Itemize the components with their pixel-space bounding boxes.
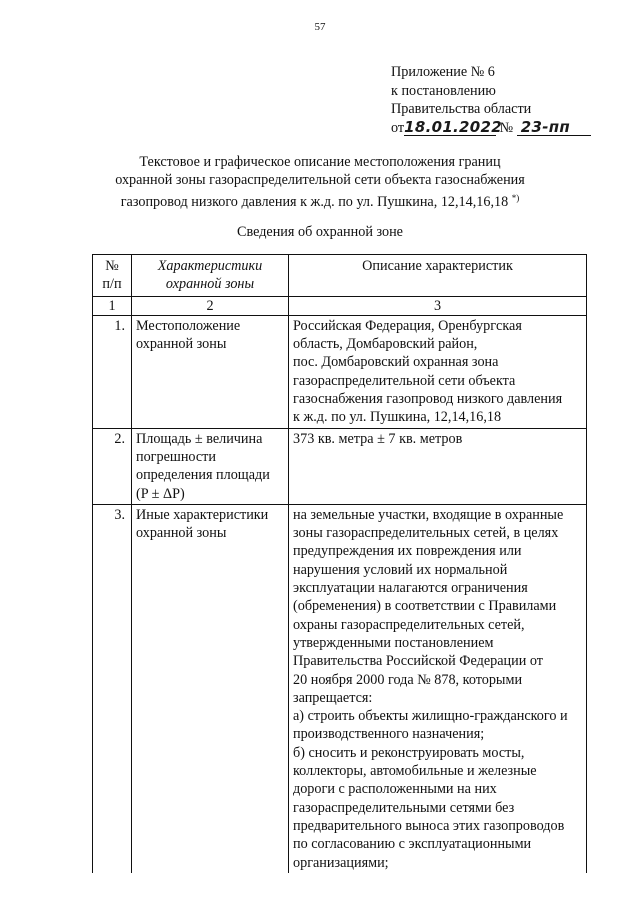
cell-line: 373 кв. метра ± 7 кв. метров	[293, 430, 463, 447]
cell-line: к ж.д. по ул. Пушкина, 12,14,16,18	[293, 409, 502, 426]
number-label: №	[499, 119, 514, 136]
title-line: охранной зоны газораспределительной сети объекта газоснабжения	[115, 172, 525, 188]
cell-line: Правительства Российской Федерации от	[293, 653, 543, 670]
column-number-cell: 2	[132, 296, 289, 315]
header-desc-cell	[289, 255, 587, 297]
cell-line: (P ± ΔP)	[136, 485, 185, 502]
column-number-cell: 1	[93, 296, 132, 315]
row-description	[289, 504, 587, 872]
row-characteristic	[132, 504, 289, 872]
header-text: п/п	[102, 276, 122, 293]
cell-line: запрещается:	[293, 689, 373, 706]
cell-line: погрешности	[136, 448, 216, 465]
cell-line: организациями;	[293, 854, 389, 871]
header-char-cell	[132, 255, 289, 297]
row-number: 3.	[93, 504, 132, 872]
cell-line: утвержденными постановлением	[293, 634, 494, 651]
appendix-date-line	[391, 119, 591, 138]
section-subtitle: Сведения об охранной зоне	[237, 224, 403, 240]
from-label: от	[391, 119, 405, 136]
cell-line: 20 ноября 2000 года № 878, которыми	[293, 671, 523, 688]
appendix-block	[391, 63, 591, 137]
cell-line: предварительного выноса этих газопроводов	[293, 817, 565, 834]
title-line-text: газопровод низкого давления к ж.д. по ул. Пушкина, 12,14,16,18	[120, 194, 509, 210]
cell-line: дороги с расположенными на них	[293, 781, 497, 798]
row-characteristic	[132, 315, 289, 428]
cell-line: область, Домбаровский район,	[293, 336, 478, 353]
page-number: 57	[314, 21, 326, 33]
cell-line: нарушения условий их нормальной	[293, 561, 508, 578]
row-characteristic	[132, 428, 289, 504]
row-description	[289, 428, 587, 504]
footnote-mark: *)	[511, 193, 520, 203]
header-text: Описание характеристик	[362, 258, 513, 274]
cell-line: на земельные участки, входящие в охранные	[293, 506, 564, 523]
cell-line: по согласованию с эксплуатационными	[293, 836, 532, 853]
column-number-row	[93, 296, 587, 315]
appendix-line: Правительства области	[391, 101, 532, 117]
document-title	[0, 153, 640, 211]
header-text: охранной зоны	[165, 276, 255, 293]
cell-line: пос. Домбаровский охранная зона	[293, 354, 499, 371]
title-line: Текстовое и графическое описание местоположения границ	[139, 154, 501, 170]
header-text: №	[105, 258, 119, 274]
cell-line: (обременения) в соответствии с Правилами	[293, 598, 557, 615]
cell-line: газоснабжения газопровод низкого давления	[293, 391, 563, 408]
cell-line: коллекторы, автомобильные и железные	[293, 763, 537, 780]
row-number: 2.	[93, 428, 132, 504]
table-row	[93, 504, 587, 872]
cell-line: определения площади	[136, 467, 270, 484]
appendix-line: Приложение № 6	[391, 64, 495, 80]
appendix-line: к постановлению	[391, 82, 496, 99]
cell-line: охранной зоны	[136, 336, 227, 353]
cell-line: зоны газораспределительных сетей, в целях	[293, 525, 559, 542]
cell-line: газораспределительными сетями без	[293, 799, 515, 816]
table-row	[93, 315, 587, 428]
cell-line: а) строить объекты жилищно-гражданского и	[293, 708, 568, 725]
header-num-cell	[93, 255, 132, 297]
header-spacer	[293, 275, 582, 293]
cell-line: охранной зоны	[136, 525, 227, 542]
handwritten-date: 18.01.2022	[404, 117, 503, 136]
row-number: 1.	[93, 315, 132, 428]
cell-line: эксплуатации налагаются ограничения	[293, 580, 528, 597]
cell-line: Площадь ± величина	[136, 430, 263, 447]
column-number-cell: 3	[289, 296, 587, 315]
title-line	[0, 189, 640, 211]
table-row	[93, 428, 587, 504]
header-text: Характеристики	[157, 258, 263, 274]
handwritten-number: 23-пп	[517, 119, 591, 136]
cell-line: производственного назначения;	[293, 726, 485, 743]
zone-info-table	[92, 254, 587, 873]
table-header-row	[93, 255, 587, 297]
cell-line: Иные характеристики	[136, 506, 269, 523]
row-description	[289, 315, 587, 428]
cell-line: б) сносить и реконструировать мосты,	[293, 744, 525, 761]
cell-line: газораспределительной сети объекта	[293, 372, 516, 389]
cell-line: Местоположение	[136, 317, 241, 334]
cell-line: охраны газораспределительных сетей,	[293, 616, 525, 633]
cell-line: Российская Федерация, Оренбургская	[293, 317, 522, 334]
cell-line: предупреждения их повреждения или	[293, 543, 522, 560]
